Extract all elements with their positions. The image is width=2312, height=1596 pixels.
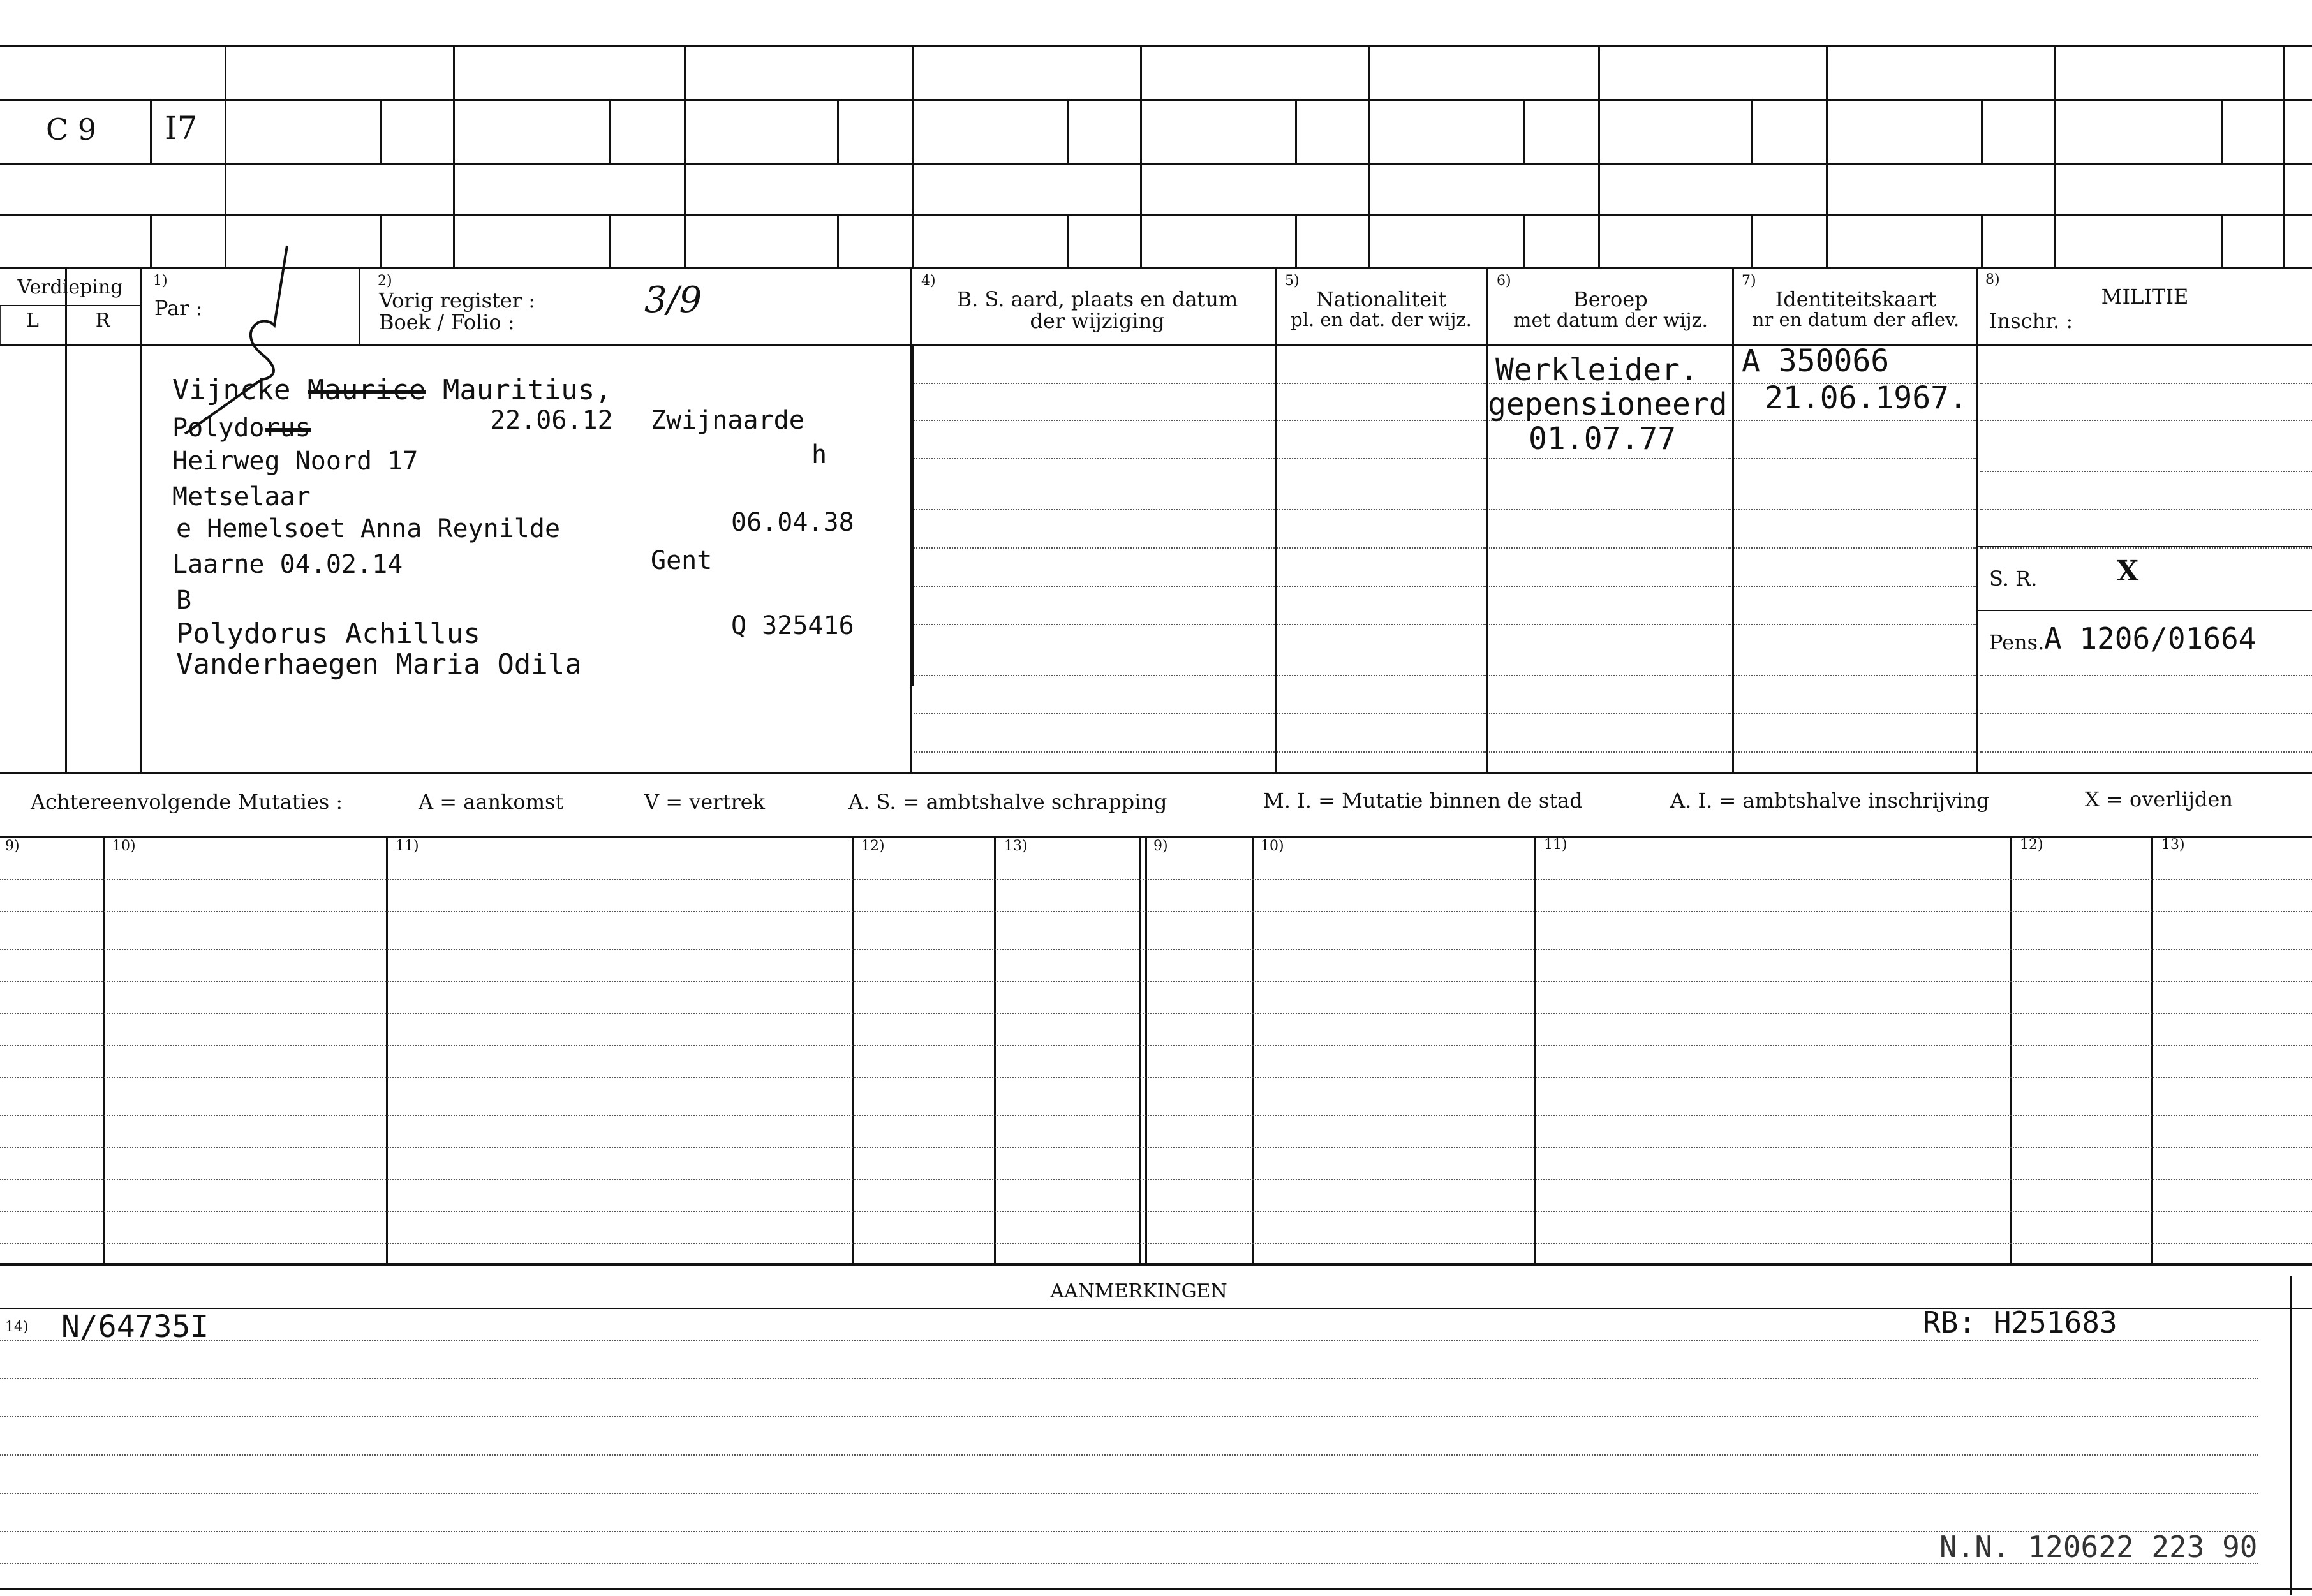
mut-col-9-right: 9)	[1153, 838, 1168, 854]
id-card-date: 21.06.1967.	[1765, 380, 1967, 416]
mut-col-13-right: 13)	[2161, 837, 2185, 853]
legend-overlijden: X = overlijden	[2085, 787, 2233, 811]
col6-number: 6)	[1497, 273, 1511, 289]
mother-full-name: Vanderhaegen Maria Odila	[176, 648, 582, 681]
boek-folio-label: Boek / Folio :	[379, 310, 515, 334]
father-code: Q 325416	[731, 611, 854, 640]
vorig-register-value: 3/9	[644, 279, 702, 321]
struck-suffix: rus	[264, 413, 311, 443]
sr-value: X	[2117, 555, 2139, 587]
person-firstname: Mauritius,	[426, 374, 612, 406]
legend-aankomst: A = aankomst	[419, 790, 564, 814]
identiteitskaart-sub: nr en datum der aflev.	[1752, 309, 1960, 330]
sr-label: S. R.	[1989, 566, 2038, 591]
col4-number: 4)	[921, 273, 936, 289]
col8-number: 8)	[1985, 272, 2000, 288]
marriage-place: Gent	[651, 546, 713, 575]
legend-vertrek: V = vertrek	[644, 790, 766, 814]
nationaliteit-sub: pl. en dat. der wijz.	[1291, 309, 1472, 330]
mut-col-10-right: 10)	[1261, 838, 1284, 854]
birth-place: Zwijnaarde	[651, 406, 804, 435]
col7-number: 7)	[1742, 273, 1756, 289]
aanmerking-code: N/64735I	[61, 1309, 209, 1345]
identiteitskaart-label: Identiteitskaart	[1775, 287, 1937, 311]
marriage-date: 06.04.38	[731, 508, 854, 537]
verdieping-label: Verdieping	[17, 276, 123, 299]
person-surname: Vijncke	[172, 374, 308, 406]
beroep-value-3: 01.07.77	[1529, 421, 1677, 457]
mut-col-11-right: 11)	[1544, 837, 1567, 853]
occupation: Metselaar	[172, 482, 311, 512]
col1-number: 1)	[153, 273, 168, 289]
father-full-name: Polydorus Achillus	[176, 617, 480, 650]
mut-col-13-left: 13)	[1004, 838, 1028, 854]
address: Heirweg Noord 17	[172, 447, 419, 476]
aanmerkingen-number: 14)	[5, 1319, 29, 1335]
spouse-name: e Hemelsoet Anna Reynilde	[176, 514, 561, 543]
spouse-birth: Laarne 04.02.14	[172, 550, 403, 579]
pens-label: Pens.	[1989, 630, 2045, 654]
pens-value: A 1206/01664	[2044, 621, 2256, 656]
militie-label: MILITIE	[2101, 284, 2189, 309]
legend-mutatie: M. I. = Mutatie binnen de stad	[1263, 788, 1583, 813]
legend-inschrijving: A. I. = ambtshalve inschrijving	[1670, 788, 1990, 813]
rb-number: RB: H251683	[1923, 1305, 2117, 1340]
beroep-value-1: Werkleider.	[1495, 352, 1698, 388]
beroep-label: Beroep	[1573, 287, 1648, 311]
beroep-value-2: gepensioneerd	[1488, 387, 1728, 422]
struck-firstname: Maurice	[307, 374, 426, 406]
status-letter: B	[176, 586, 192, 615]
col5-number: 5)	[1285, 273, 1300, 289]
legend-schrapping: A. S. = ambtshalve schrapping	[848, 790, 1167, 814]
col2-number: 2)	[378, 273, 392, 289]
nn-number: N.N. 120622 223 90	[1939, 1530, 2258, 1564]
mut-col-10-left: 10)	[112, 838, 136, 854]
beroep-sub: met datum der wijz.	[1513, 309, 1708, 332]
address-mark: h	[811, 440, 827, 469]
grid-number: I7	[165, 110, 198, 147]
mut-col-12-left: 12)	[861, 838, 885, 854]
birth-date: 22.06.12	[490, 406, 613, 435]
id-card-number: A 350066	[1742, 343, 1890, 379]
r-label: R	[95, 309, 110, 332]
l-label: L	[26, 309, 39, 332]
bs-label-1: B. S. aard, plaats en datum	[956, 287, 1238, 311]
nationaliteit-label: Nationaliteit	[1315, 287, 1447, 311]
mut-col-9-left: 9)	[5, 838, 20, 854]
person-father-line	[172, 413, 311, 443]
person-name-line	[172, 374, 612, 406]
par-label: Par :	[154, 296, 203, 320]
mut-col-12-right: 12)	[2020, 837, 2043, 853]
aanmerkingen-title: AANMERKINGEN	[1050, 1280, 1227, 1303]
mutaties-title: Achtereenvolgende Mutaties :	[31, 790, 343, 814]
mut-col-11-left: 11)	[396, 838, 419, 854]
father-name: Polydo	[172, 413, 265, 443]
vorig-register-label: Vorig register :	[379, 288, 536, 313]
inschr-label: Inschr. :	[1989, 309, 2073, 333]
bs-label-2: der wijziging	[1030, 309, 1165, 333]
grid-code: C 9	[46, 112, 97, 147]
